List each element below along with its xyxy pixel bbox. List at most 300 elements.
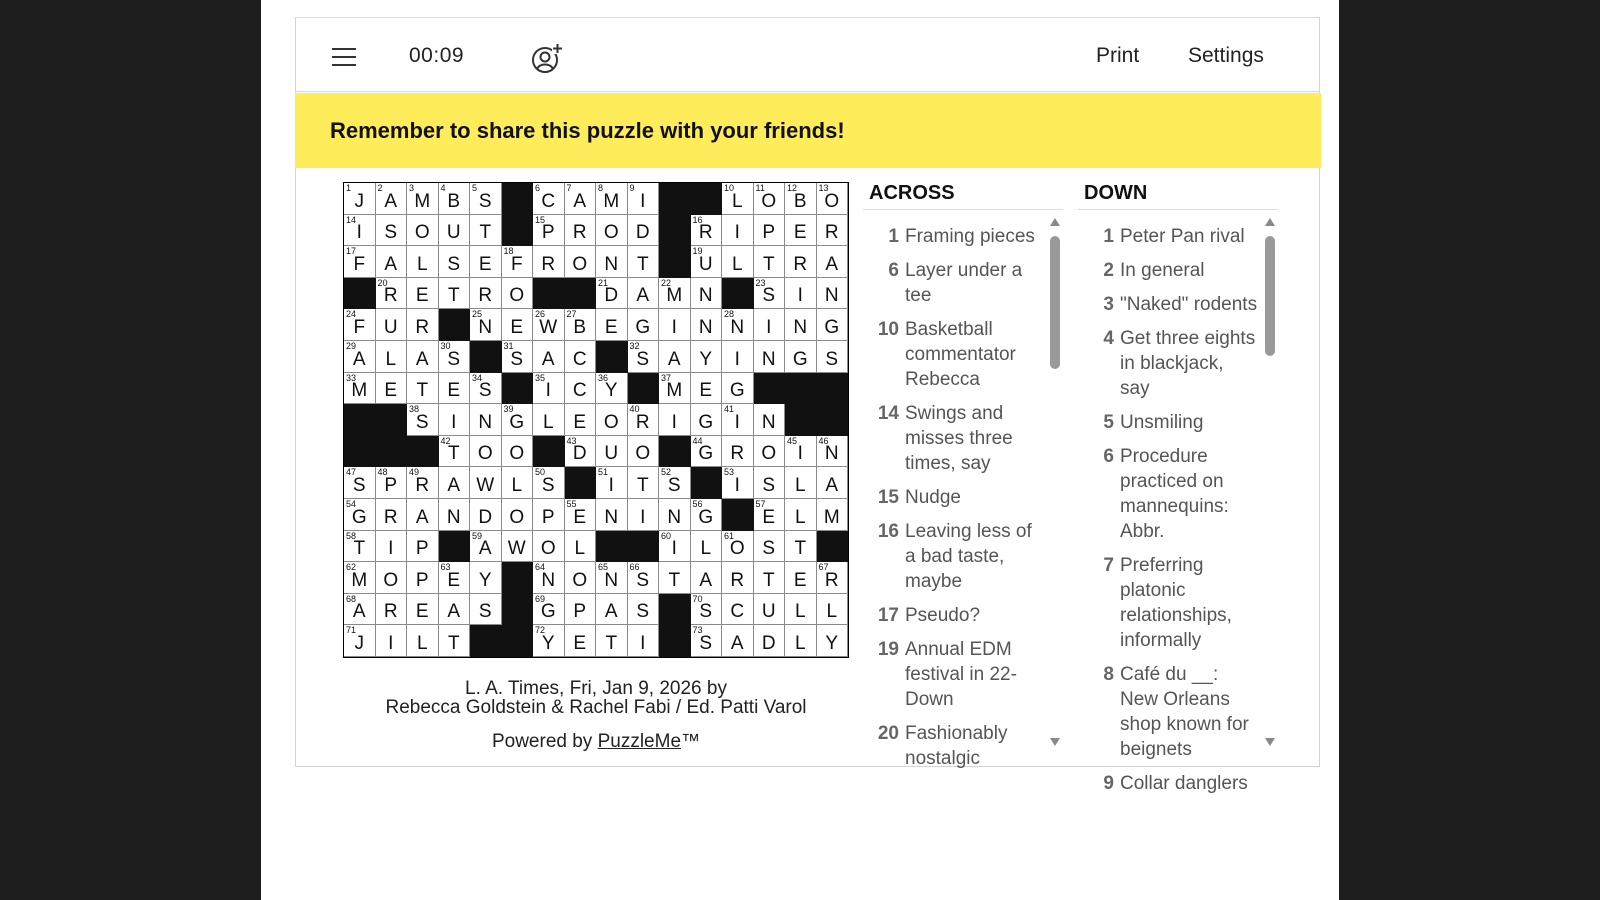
clue-text: Layer under a tee [905, 260, 1023, 306]
grid-cell[interactable] [785, 215, 817, 247]
settings-button[interactable]: Settings [1188, 44, 1264, 67]
cell-letter: O [729, 538, 745, 560]
grid-cell[interactable] [376, 246, 408, 278]
cell-letter: Y [699, 348, 713, 370]
grid-cell[interactable] [785, 562, 817, 594]
grid-cell[interactable] [722, 436, 754, 468]
cell-letter: U [446, 222, 461, 244]
grid-cell[interactable] [691, 246, 723, 278]
across-scrollbar[interactable] [1049, 218, 1061, 746]
block-cell [628, 531, 660, 563]
grid-cell[interactable] [722, 215, 754, 247]
grid-cell[interactable] [344, 594, 376, 626]
grid-cell[interactable] [565, 625, 597, 657]
cell-letter: W [539, 316, 558, 338]
grid-cell[interactable] [691, 499, 723, 531]
grid-cell[interactable] [659, 562, 691, 594]
grid-cell[interactable] [785, 246, 817, 278]
grid-cell[interactable] [565, 562, 597, 594]
cell-letter: P [415, 569, 429, 591]
grid-cell[interactable] [628, 341, 660, 373]
grid-cell[interactable] [502, 404, 534, 436]
grid-cell[interactable] [376, 215, 408, 247]
grid-cell[interactable] [722, 625, 754, 657]
grid-cell[interactable] [754, 341, 786, 373]
grid-cell[interactable] [470, 373, 502, 405]
clue-item[interactable] [1078, 771, 1258, 796]
grid-cell[interactable] [754, 467, 786, 499]
toolbar [296, 18, 1319, 92]
scroll-up-icon[interactable] [1050, 218, 1060, 226]
grid-cell[interactable] [439, 562, 471, 594]
cell-number: 56 [692, 499, 703, 509]
down-scrollbar[interactable] [1264, 218, 1276, 746]
grid-cell[interactable] [470, 594, 502, 626]
grid-cell[interactable] [502, 341, 534, 373]
grid-cell[interactable] [754, 625, 786, 657]
grid-cell[interactable] [376, 625, 408, 657]
grid-cell[interactable] [754, 562, 786, 594]
grid-cell[interactable] [785, 531, 817, 563]
cell-letter: E [699, 380, 713, 402]
clue-item[interactable] [1078, 224, 1258, 249]
scroll-up-icon[interactable] [1265, 218, 1275, 226]
grid-cell[interactable] [376, 499, 408, 531]
cell-letter: N [698, 316, 713, 338]
grid-cell[interactable] [376, 278, 408, 310]
grid-cell[interactable] [628, 278, 660, 310]
clue-text: In general [1120, 260, 1205, 281]
grid-cell[interactable] [565, 531, 597, 563]
down-clue-panel [1078, 182, 1278, 794]
grid-cell[interactable] [691, 404, 723, 436]
grid-cell[interactable] [439, 625, 471, 657]
grid-cell[interactable] [470, 215, 502, 247]
grid-cell[interactable] [344, 215, 376, 247]
cell-number: 47 [346, 467, 357, 478]
grid-cell[interactable] [691, 594, 723, 626]
grid-cell[interactable] [691, 341, 723, 373]
cell-letter: A [352, 348, 366, 370]
grid-cell[interactable] [439, 341, 471, 373]
clue-item[interactable] [863, 519, 1043, 594]
grid-cell[interactable] [439, 436, 471, 468]
grid-cell[interactable] [407, 246, 439, 278]
grid-cell[interactable] [344, 562, 376, 594]
grid-cell[interactable] [785, 467, 817, 499]
grid-cell[interactable] [691, 625, 723, 657]
clue-item[interactable] [863, 258, 1043, 308]
grid-cell[interactable] [659, 499, 691, 531]
grid-cell[interactable] [439, 499, 471, 531]
cell-letter: I [640, 632, 646, 654]
grid-cell[interactable] [628, 309, 660, 341]
grid-cell[interactable] [785, 309, 817, 341]
grid-cell[interactable] [470, 404, 502, 436]
cell-number: 12 [787, 183, 798, 193]
grid-cell[interactable] [628, 246, 660, 278]
cell-number: 61 [724, 530, 735, 541]
grid-cell[interactable] [628, 183, 660, 215]
grid-cell[interactable] [439, 594, 471, 626]
grid-cell[interactable] [376, 341, 408, 373]
cell-number: 20 [377, 277, 388, 288]
grid-cell[interactable] [407, 309, 439, 341]
block-cell [502, 625, 534, 657]
grid-cell[interactable] [596, 594, 628, 626]
grid-cell[interactable] [785, 183, 817, 215]
grid-cell[interactable] [407, 404, 439, 436]
cell-letter: I [451, 411, 457, 433]
grid-cell[interactable] [722, 246, 754, 278]
grid-cell[interactable] [596, 278, 628, 310]
grid-cell[interactable] [565, 246, 597, 278]
grid-cell[interactable] [533, 467, 565, 499]
cell-number: 62 [346, 562, 357, 573]
grid-cell[interactable] [439, 404, 471, 436]
cell-letter: W [507, 538, 526, 560]
grid-cell[interactable] [439, 183, 471, 215]
cell-letter: A [541, 348, 555, 370]
cell-letter: N [730, 316, 745, 338]
puzzleme-link[interactable]: PuzzleMe [597, 731, 682, 752]
clue-item[interactable] [863, 485, 1043, 510]
grid-cell[interactable] [470, 562, 502, 594]
grid-cell[interactable] [344, 467, 376, 499]
grid-cell[interactable] [470, 531, 502, 563]
grid-cell[interactable] [533, 531, 565, 563]
grid-cell[interactable] [691, 531, 723, 563]
grid-cell[interactable] [439, 373, 471, 405]
across-clue-list[interactable] [863, 224, 1043, 769]
grid-cell[interactable] [754, 436, 786, 468]
grid-cell[interactable] [565, 373, 597, 405]
grid-cell[interactable] [628, 562, 660, 594]
cell-letter: N [793, 316, 808, 338]
grid-cell[interactable] [691, 309, 723, 341]
grid-cell[interactable] [785, 499, 817, 531]
grid-cell[interactable] [817, 246, 849, 278]
grid-cell[interactable] [502, 531, 534, 563]
grid-cell[interactable] [596, 625, 628, 657]
cell-letter: R [730, 443, 745, 465]
cell-letter: C [572, 348, 587, 370]
grid-cell[interactable] [344, 499, 376, 531]
grid-cell[interactable] [691, 278, 723, 310]
grid-cell[interactable] [407, 215, 439, 247]
clue-item[interactable] [863, 721, 1043, 771]
grid-cell[interactable] [817, 499, 849, 531]
block-cell [502, 594, 534, 626]
grid-cell[interactable] [596, 404, 628, 436]
grid-cell[interactable] [470, 246, 502, 278]
grid-cell[interactable] [817, 278, 849, 310]
down-clue-list[interactable] [1078, 224, 1258, 794]
grid-cell[interactable] [722, 341, 754, 373]
grid-cell[interactable] [754, 278, 786, 310]
grid-cell[interactable] [533, 246, 565, 278]
grid-cell[interactable] [596, 309, 628, 341]
grid-cell[interactable] [470, 278, 502, 310]
grid-cell[interactable] [533, 499, 565, 531]
grid-cell[interactable] [817, 467, 849, 499]
clue-number: 19 [877, 639, 899, 660]
grid-cell[interactable] [628, 594, 660, 626]
grid-cell[interactable] [376, 183, 408, 215]
grid-cell[interactable] [407, 183, 439, 215]
hamburger-menu-icon[interactable] [332, 46, 356, 68]
grid-cell[interactable] [659, 341, 691, 373]
grid-cell[interactable] [785, 278, 817, 310]
cell-number: 10 [724, 183, 735, 193]
grid-cell[interactable] [439, 215, 471, 247]
grid-cell[interactable] [565, 341, 597, 373]
grid-cell[interactable] [407, 531, 439, 563]
grid-cell[interactable] [722, 467, 754, 499]
cell-number: 41 [724, 404, 735, 415]
block-cell [817, 531, 849, 563]
grid-cell[interactable] [785, 436, 817, 468]
grid-cell[interactable] [817, 562, 849, 594]
grid-cell[interactable] [407, 499, 439, 531]
clue-item[interactable] [863, 637, 1043, 712]
block-cell [596, 531, 628, 563]
grid-cell[interactable] [565, 499, 597, 531]
clue-item[interactable] [863, 224, 1043, 249]
grid-cell[interactable] [659, 531, 691, 563]
grid-cell[interactable] [565, 436, 597, 468]
grid-cell[interactable] [596, 183, 628, 215]
grid-cell[interactable] [565, 404, 597, 436]
clue-number: 17 [877, 605, 899, 626]
grid-cell[interactable] [754, 531, 786, 563]
grid-cell[interactable] [344, 183, 376, 215]
grid-cell[interactable] [344, 373, 376, 405]
cell-letter: B [793, 190, 807, 212]
grid-cell[interactable] [596, 467, 628, 499]
grid-cell[interactable] [565, 183, 597, 215]
cell-letter: A [604, 601, 618, 623]
grid-cell[interactable] [596, 373, 628, 405]
grid-cell[interactable] [344, 341, 376, 373]
grid-cell[interactable] [439, 246, 471, 278]
clue-item[interactable] [1078, 258, 1258, 283]
grid-cell[interactable] [754, 594, 786, 626]
grid-cell[interactable] [470, 183, 502, 215]
cell-number: 2 [377, 183, 383, 193]
cell-letter: O [509, 443, 525, 465]
grid-cell[interactable] [754, 499, 786, 531]
scroll-down-icon[interactable] [1265, 738, 1275, 746]
grid-cell[interactable] [439, 278, 471, 310]
cell-number: 30 [440, 341, 451, 351]
grid-cell[interactable] [407, 625, 439, 657]
grid-cell[interactable] [533, 183, 565, 215]
block-cell [344, 436, 376, 468]
grid-cell[interactable] [376, 309, 408, 341]
grid-cell[interactable] [754, 309, 786, 341]
crossword-grid[interactable] [343, 182, 849, 658]
cell-letter: E [793, 569, 807, 591]
grid-cell[interactable] [344, 246, 376, 278]
grid-cell[interactable] [754, 183, 786, 215]
block-cell [439, 309, 471, 341]
grid-cell[interactable] [407, 373, 439, 405]
grid-cell[interactable] [722, 594, 754, 626]
grid-cell[interactable] [533, 341, 565, 373]
grid-cell[interactable] [502, 499, 534, 531]
grid-cell[interactable] [659, 309, 691, 341]
block-cell [533, 278, 565, 310]
grid-cell[interactable] [817, 594, 849, 626]
grid-cell[interactable] [722, 531, 754, 563]
grid-cell[interactable] [817, 309, 849, 341]
cell-letter: L [542, 411, 554, 433]
clue-item[interactable] [1078, 553, 1258, 653]
grid-cell[interactable] [596, 246, 628, 278]
grid-cell[interactable] [376, 373, 408, 405]
cell-number: 72 [535, 625, 546, 636]
scroll-down-icon[interactable] [1050, 738, 1060, 746]
grid-cell[interactable] [533, 594, 565, 626]
grid-cell[interactable] [817, 341, 849, 373]
cell-number: 53 [724, 467, 735, 478]
grid-cell[interactable] [628, 404, 660, 436]
cell-number: 44 [692, 435, 703, 446]
print-button[interactable]: Print [1096, 44, 1140, 67]
grid-cell[interactable] [691, 436, 723, 468]
cell-letter: M [666, 285, 683, 307]
clue-item[interactable] [1078, 410, 1258, 435]
grid-cell[interactable] [439, 467, 471, 499]
grid-cell[interactable] [470, 309, 502, 341]
grid-cell[interactable] [470, 499, 502, 531]
page [261, 0, 1339, 900]
grid-cell[interactable] [754, 404, 786, 436]
cell-letter: F [353, 316, 366, 338]
grid-cell[interactable] [502, 278, 534, 310]
cell-letter: P [384, 474, 398, 496]
grid-cell[interactable] [376, 562, 408, 594]
cell-letter: L [794, 601, 806, 623]
grid-cell[interactable] [754, 215, 786, 247]
grid-cell[interactable] [659, 404, 691, 436]
grid-cell[interactable] [533, 373, 565, 405]
grid-cell[interactable] [407, 562, 439, 594]
grid-cell[interactable] [628, 467, 660, 499]
grid-cell[interactable] [817, 215, 849, 247]
grid-cell[interactable] [376, 467, 408, 499]
add-player-icon[interactable] [530, 42, 564, 76]
grid-cell[interactable] [691, 562, 723, 594]
grid-cell[interactable] [785, 341, 817, 373]
grid-cell[interactable] [722, 309, 754, 341]
grid-cell[interactable] [691, 215, 723, 247]
grid-cell[interactable] [344, 625, 376, 657]
grid-cell[interactable] [722, 404, 754, 436]
grid-cell[interactable] [596, 215, 628, 247]
grid-cell[interactable] [565, 309, 597, 341]
grid-cell[interactable] [691, 373, 723, 405]
grid-cell[interactable] [628, 625, 660, 657]
grid-cell[interactable] [722, 373, 754, 405]
grid-cell[interactable] [817, 625, 849, 657]
grid-cell[interactable] [596, 562, 628, 594]
grid-cell[interactable] [817, 436, 849, 468]
clue-item[interactable] [863, 401, 1043, 476]
grid-cell[interactable] [596, 436, 628, 468]
grid-cell[interactable] [470, 467, 502, 499]
grid-cell[interactable] [407, 278, 439, 310]
grid-cell[interactable] [722, 183, 754, 215]
cell-letter: D [478, 506, 493, 528]
grid-cell[interactable] [533, 404, 565, 436]
grid-cell[interactable] [533, 625, 565, 657]
block-cell [754, 373, 786, 405]
grid-cell[interactable] [596, 499, 628, 531]
grid-cell[interactable] [628, 499, 660, 531]
cell-number: 3 [409, 183, 415, 193]
grid-cell[interactable] [628, 436, 660, 468]
cell-letter: E [447, 380, 461, 402]
grid-cell[interactable] [659, 278, 691, 310]
cell-letter: C [730, 601, 745, 623]
grid-cell[interactable] [344, 531, 376, 563]
grid-cell[interactable] [659, 467, 691, 499]
cell-letter: O [635, 443, 651, 465]
clue-item[interactable] [1078, 444, 1258, 544]
grid-cell[interactable] [533, 309, 565, 341]
grid-cell[interactable] [407, 594, 439, 626]
cell-letter: M [603, 190, 620, 212]
grid-cell[interactable] [533, 215, 565, 247]
grid-cell[interactable] [502, 309, 534, 341]
grid-cell[interactable] [344, 309, 376, 341]
grid-cell[interactable] [533, 562, 565, 594]
clue-item[interactable] [863, 317, 1043, 392]
grid-cell[interactable] [502, 246, 534, 278]
grid-cell[interactable] [754, 246, 786, 278]
grid-cell[interactable] [659, 373, 691, 405]
grid-cell[interactable] [817, 183, 849, 215]
grid-cell[interactable] [407, 341, 439, 373]
cell-letter: A [699, 569, 713, 591]
grid-cell[interactable] [628, 215, 660, 247]
timer: 00:09 [409, 44, 465, 67]
grid-cell[interactable] [407, 467, 439, 499]
cell-letter: S [447, 348, 461, 370]
grid-cell[interactable] [376, 531, 408, 563]
grid-cell[interactable] [470, 436, 502, 468]
grid-cell[interactable] [785, 594, 817, 626]
clue-item[interactable] [1078, 326, 1258, 401]
clue-item[interactable] [1078, 662, 1258, 762]
grid-cell[interactable] [502, 436, 534, 468]
grid-cell[interactable] [502, 467, 534, 499]
grid-cell[interactable] [565, 215, 597, 247]
grid-cell[interactable] [376, 594, 408, 626]
clue-item[interactable] [863, 603, 1043, 628]
cell-letter: E [573, 632, 587, 654]
grid-cell[interactable] [785, 625, 817, 657]
grid-cell[interactable] [722, 562, 754, 594]
cell-letter: T [447, 285, 460, 307]
clue-item[interactable] [1078, 292, 1258, 317]
across-scroll-thumb[interactable] [1050, 236, 1060, 369]
cell-number: 6 [535, 183, 541, 193]
grid-cell[interactable] [565, 594, 597, 626]
down-scroll-thumb[interactable] [1265, 236, 1275, 356]
